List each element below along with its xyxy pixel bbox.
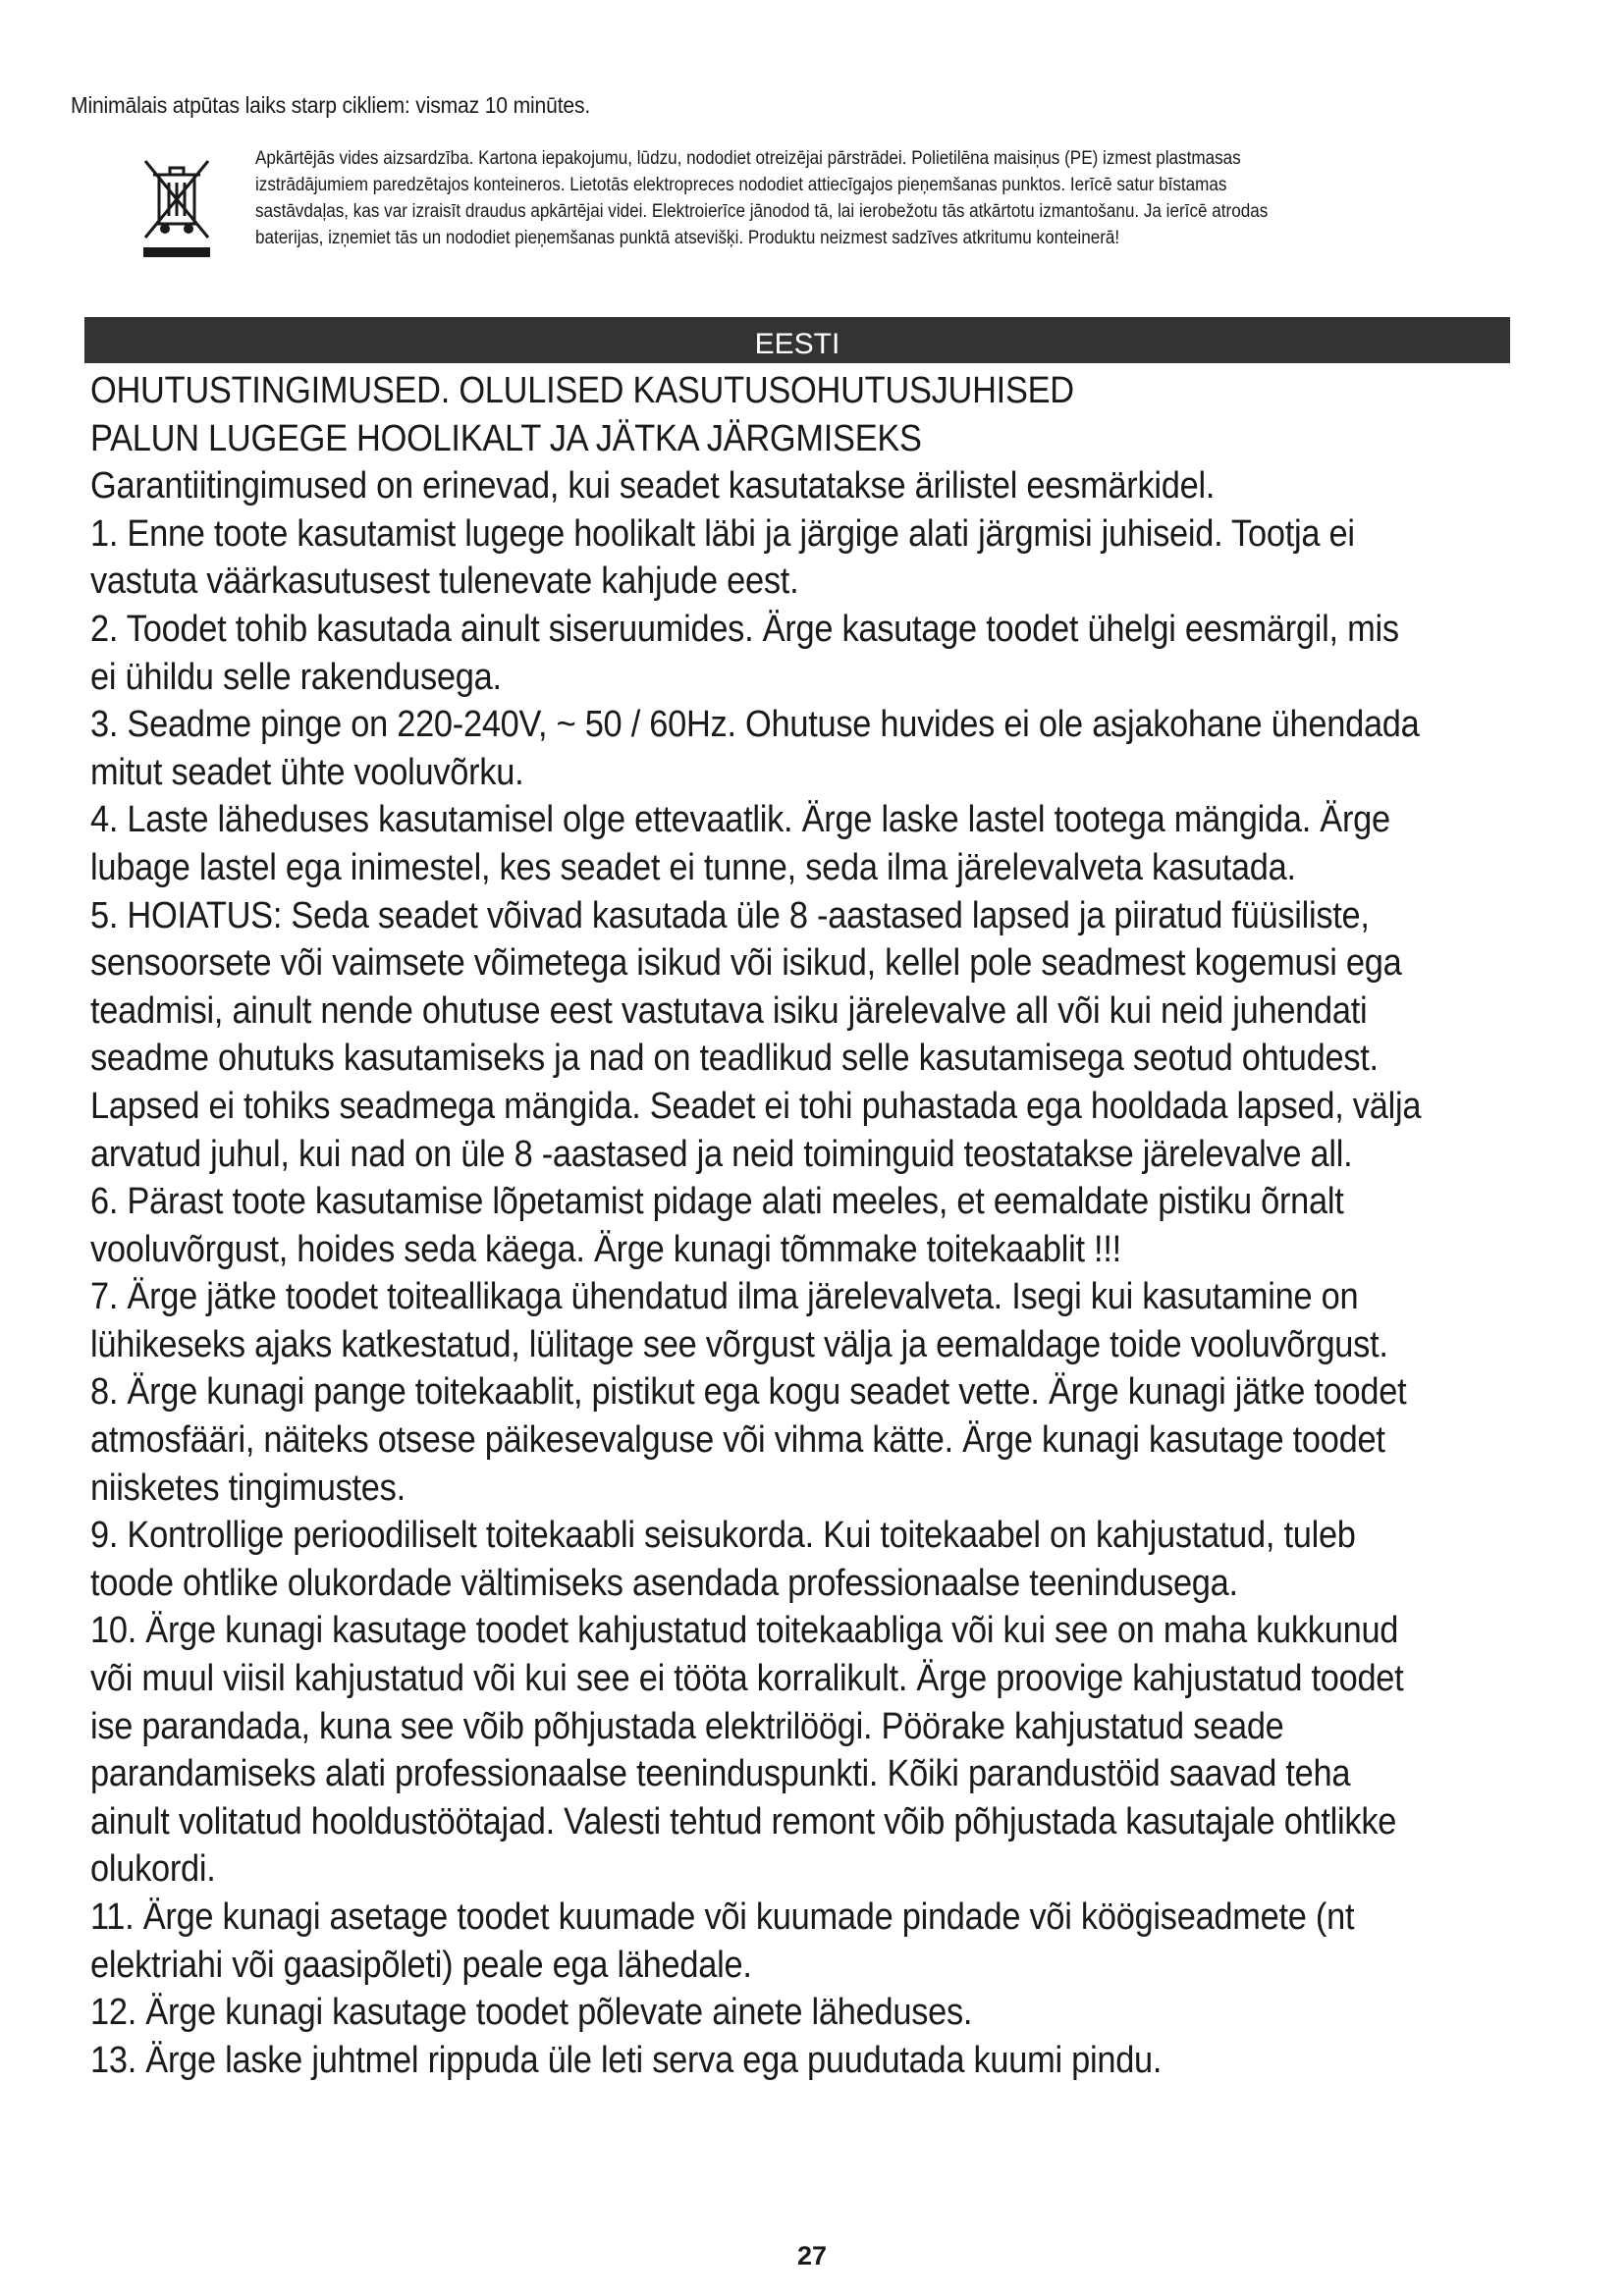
text-line: 9. Kontrollige perioodiliselt toitekaabli seisukorda. Kui toitekaabel on kahjustatud, tuleb [90, 1515, 1356, 1557]
environment-notice-line: Apkārtējās vides aizsardzība. Kartona iepakojumu, lūdzu, nododiet otreizējai pārstrādei. Polietilēna maisiņus (PE) izmest plastmasas [255, 148, 1241, 169]
text-line: 3. Seadme pinge on 220-240V, ~ 50 / 60Hz. Ohutuse huvides ei ole asjakohane ühendada [90, 704, 1420, 746]
text-line: 4. Laste läheduses kasutamisel olge ettevaatlik. Ärge laske lastel tootega mängida. Ärge [90, 799, 1390, 841]
text-line: ainult volitatud hooldustöötajad. Valesti tehtud remont võib põhjustada kasutajale ohtlikke [90, 1800, 1397, 1842]
text-line: vastuta väärkasutusest tulenevate kahjude eest. [90, 561, 799, 603]
text-line: Lapsed ei tohiks seadmega mängida. Seadet ei tohi puhastada ega hooldada lapsed, välja [90, 1085, 1422, 1127]
section-subheading: PALUN LUGEGE HOOLIKALT JA JÄTKA JÄRGMISEKS [90, 417, 922, 459]
section-heading: OHUTUSTINGIMUSED. OLULISED KASUTUSOHUTUSJUHISED [90, 370, 1074, 411]
safety-instructions [90, 367, 1422, 2084]
text-line: 8. Ärge kunagi pange toitekaablit, pistikut ega kogu seadet vette. Ärge kunagi jätke toodet [90, 1371, 1407, 1414]
text-line: 5. HOIATUS: Seda seadet võivad kasutada üle 8 -aastased lapsed ja piiratud füüsiliste, [90, 894, 1370, 936]
text-line: atmosfääri, näiteks otsese päikesevalguse või vihma kätte. Ärge kunagi kasutage toodet [90, 1419, 1385, 1462]
environment-notice [137, 145, 1551, 273]
text-line: vooluvõrgust, hoides seda käega. Ärge kunagi tõmmake toitekaablit !!! [90, 1228, 1121, 1270]
text-line: 7. Ärge jätke toodet toiteallikaga ühendatud ilma järelevalveta. Isegi kui kasutamine on [90, 1276, 1359, 1318]
text-line: Garantiitingimused on erinevad, kui seadet kasutatakse ärilistel eesmärkidel. [90, 465, 1216, 507]
text-line: 1. Enne toote kasutamist lugege hoolikalt läbi ja järgige alati järgmisi juhiseid. Tootja ei [90, 512, 1355, 555]
text-line: elektriahi või gaasipõleti) peale ega lähedale. [90, 1944, 752, 1986]
rest-time-note: Minimālais atpūtas laiks starp cikliem: vismaz 10 minūtes. [71, 92, 591, 118]
text-line: seadme ohutuks kasutamiseks ja nad on teadlikud selle kasutamisega seotud ohtudest. [90, 1038, 1379, 1080]
text-line: või muul viisil kahjustatud või kui see ei tööta korralikult. Ärge proovige kahjustatud toodet [90, 1658, 1404, 1700]
text-line: 11. Ärge kunagi asetage toodet kuumade või kuumade pindade või köögiseadmete (nt [90, 1896, 1355, 1938]
environment-notice-line: izstrādājumiem paredzētajos konteineros. Lietotās elektropreces nododiet attiecīgajos pieņemšanas punktos. Ierīcē satur bīstamas [255, 175, 1227, 195]
language-banner-label: EESTI [754, 328, 840, 360]
environment-notice-line: baterijas, izņemiet tās un nododiet pieņemšanas punktā atsevišķi. Produktu neizmest sadzīves atkritumu konteinerā! [255, 228, 1120, 248]
environment-notice-line: sastāvdaļas, kas var izraisīt draudus apkārtējai videi. Elektroierīce jānodod tā, lai ierobežotu tās atkārtotu izmantošanu. Ja ierīcē atrodas [255, 201, 1269, 222]
text-line: olukordi. [90, 1848, 216, 1891]
text-line: niisketes tingimustes. [90, 1467, 406, 1509]
text-line: 12. Ärge kunagi kasutage toodet põlevate ainete läheduses. [90, 1992, 973, 2034]
text-line: ise parandada, kuna see võib põhjustada elektrilöögi. Pöörake kahjustatud seade [90, 1705, 1284, 1747]
text-line: 10. Ärge kunagi kasutage toodet kahjustatud toitekaabliga või kui see on maha kukkunud [90, 1610, 1399, 1652]
text-line: 2. Toodet tohib kasutada ainult siseruumides. Ärge kasutage toodet ühelgi eesmärgil, mis [90, 608, 1399, 650]
text-line: sensoorsete või vaimsete võimetega isikud või isikud, kellel pole seadmest kogemusi ega [90, 942, 1402, 985]
text-line: 6. Pärast toote kasutamise lõpetamist pidage alati meeles, et eemaldate pistiku õrnalt [90, 1181, 1344, 1223]
text-line: lühikeseks ajaks katkestatud, lülitage see võrgust välja ja eemaldage toide vooluvõrgust. [90, 1323, 1388, 1365]
text-line: toode ohtlike olukordade vältimiseks asendada professionaalse teenindusega. [90, 1562, 1238, 1604]
text-line: 13. Ärge laske juhtmel rippuda üle leti serva ega puudutada kuumi pindu. [90, 2039, 1163, 2081]
text-line: ei ühildu selle rakendusega. [90, 656, 502, 698]
text-line: parandamiseks alati professionaalse teeninduspunkti. Kõiki parandustöid saavad teha [90, 1753, 1351, 1795]
language-banner [84, 317, 1510, 363]
text-line: mitut seadet ühte vooluvõrku. [90, 751, 524, 793]
environment-notice-text [255, 145, 1510, 251]
text-line: teadmisi, ainult nende ohutuse eest vastutava isiku järelevalve all või kui neid juhendati [90, 989, 1368, 1032]
page-number: 27 [796, 2241, 828, 2270]
crossed-out-wheelie-bin-icon [137, 153, 216, 261]
text-line: lubage lastel ega inimestel, kes seadet ei tunne, seda ilma järelevalveta kasutada. [90, 846, 1296, 888]
text-line: arvatud juhul, kui nad on üle 8 -aastased ja neid toiminguid teostatakse järelevalve all. [90, 1133, 1353, 1175]
